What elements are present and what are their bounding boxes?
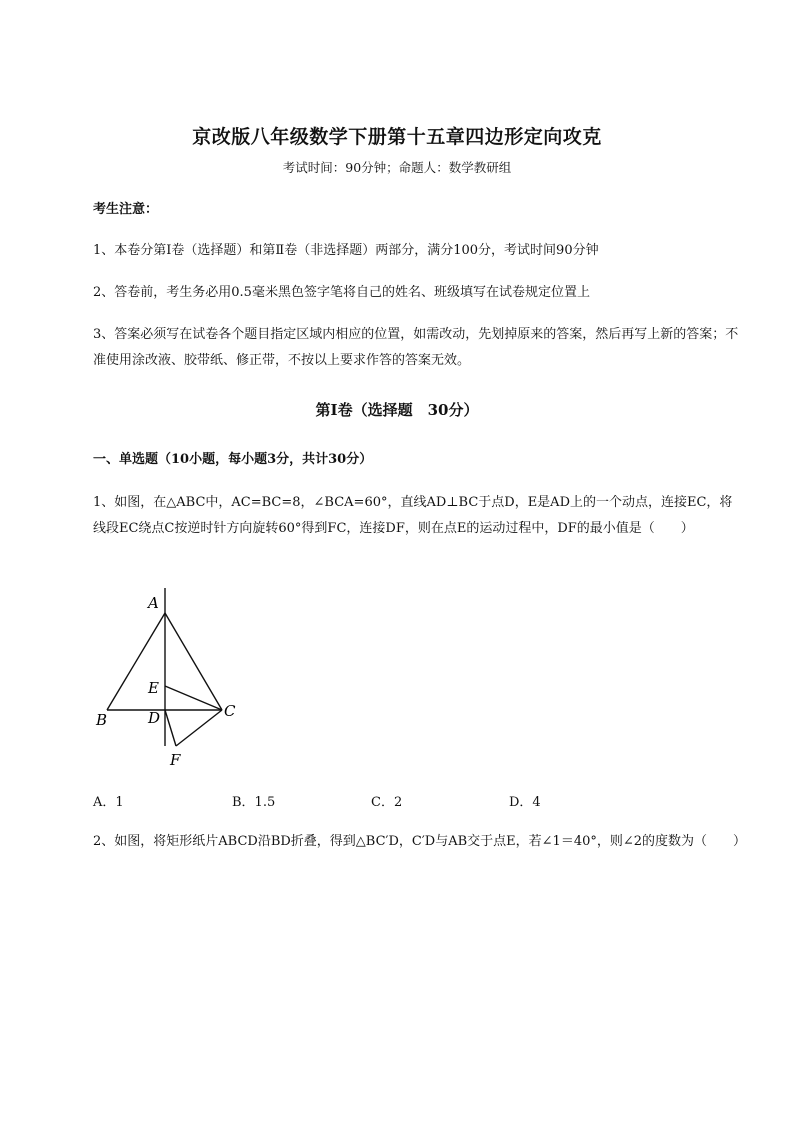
notice-item-2: 2、答卷前，考生务必用0.5毫米黑色签字笔将自己的姓名、班级填写在试卷规定位置上 — [93, 285, 590, 300]
page-subtitle: 考试时间：90分钟；命题人：数学教研组 — [282, 160, 512, 175]
label-b: B — [96, 711, 108, 729]
segment-df — [165, 710, 176, 746]
question-1-figure — [90, 588, 250, 778]
label-e: E — [148, 679, 159, 697]
label-d: D — [148, 709, 161, 727]
page-title: 京改版八年级数学下册第十五章四边形定向攻克 — [192, 126, 602, 148]
question-1-option-a: A．1 — [93, 795, 124, 810]
segment-ec — [165, 686, 222, 710]
section-title: 第I卷（选择题 30分） — [315, 401, 479, 419]
label-f: F — [170, 751, 181, 769]
question-1-option-d: D．4 — [509, 795, 541, 810]
notice-item-1: 1、本卷分第I卷（选择题）和第Ⅱ卷（非选择题）两部分，满分100分，考试时间90分钟 — [93, 243, 599, 258]
label-c: C — [224, 702, 236, 720]
segment-fc — [176, 710, 222, 746]
notice-item-3: 3、答案必须写在试卷各个题目指定区域内相应的位置，如需改动，先划掉原来的答案，然后再写上新的答案；不准使用涂改液、胶带纸、修正带，不按以上要求作答的答案无效。 — [93, 327, 739, 368]
question-1-option-c: C．2 — [371, 795, 403, 810]
segment-ac — [165, 613, 222, 710]
question-2-text: 2、如图，将矩形纸片ABCD沿BD折叠，得到△BC′D，C′D与AB交于点E，若∠1＝40°，则∠2的度数为（ ） — [93, 834, 747, 849]
label-a: A — [148, 594, 159, 612]
notice-heading: 考生注意： — [93, 202, 159, 217]
part-title: 一、单选题（10小题，每小题3分，共计30分） — [93, 452, 373, 467]
question-1-option-b: B．1.5 — [232, 795, 276, 810]
question-1-text: 1、如图，在△ABC中，AC=BC=8，∠BCA=60°，直线AD⊥BC于点D，E是AD上的一个动点，连接EC，将线段EC绕点C按逆时针方向旋转60°得到FC，连接DF，则在点E的运动过程中，DF的最小值是（ ） — [93, 495, 733, 536]
